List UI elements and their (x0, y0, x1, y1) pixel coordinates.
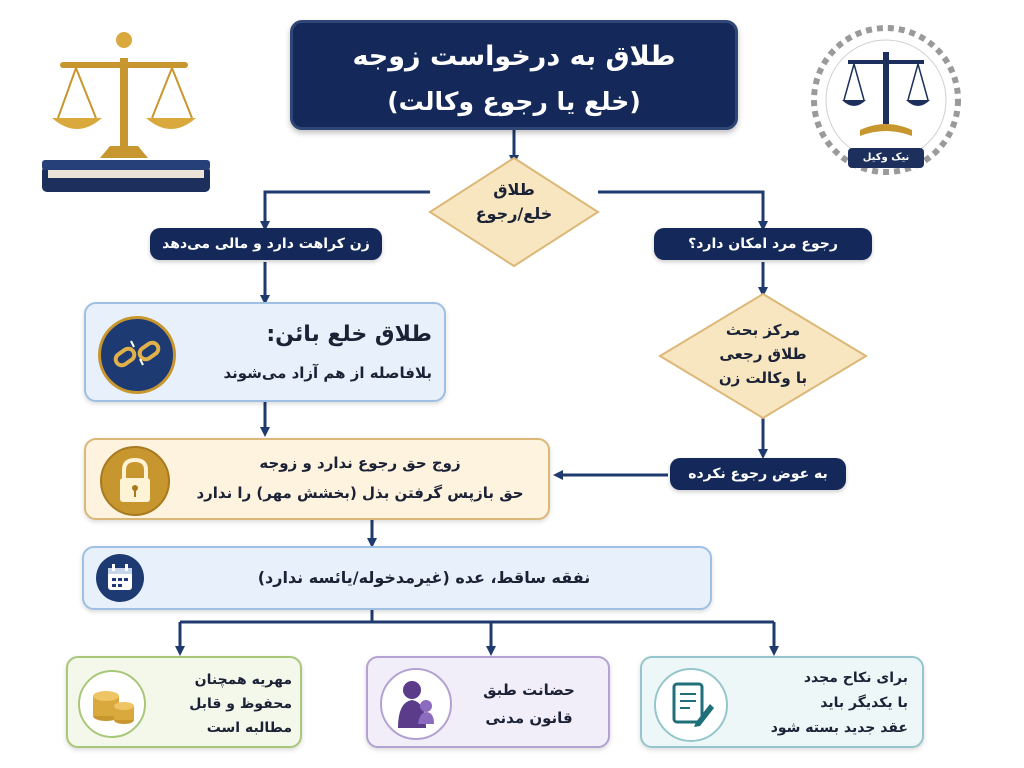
mother-child-icon (380, 668, 452, 740)
scales-of-justice-book-icon (30, 18, 220, 196)
page-title: طلاق به درخواست زوجه (352, 41, 676, 72)
calendar-icon (96, 554, 144, 602)
remarry-box (640, 656, 924, 748)
decision-right-line3: با وکالت زن (718, 369, 808, 387)
mahr-text (152, 668, 292, 740)
broken-chain-icon (98, 316, 176, 394)
khul-box (84, 302, 446, 402)
mahr-line2: محفوظ و قابل (189, 696, 292, 712)
page-title-box (290, 20, 738, 130)
arrow-to-right-branch (598, 192, 763, 226)
mahr-line1: مهریه همچنان (194, 672, 292, 688)
branch-right-pill: رجوع مرد امکان دارد؟ (654, 228, 872, 260)
remarry-line3: عقد جدید بسته شود (770, 720, 908, 736)
branch-left-pill: زن کراهت دارد و مالی می‌دهد (150, 228, 382, 260)
nafaqa-box (82, 546, 712, 610)
lock-icon (100, 446, 170, 516)
custody-box (366, 656, 610, 748)
decision-top-text (450, 178, 578, 226)
decision-right-line2: طلاق رجعی (719, 345, 807, 363)
remarry-line1: برای نکاح مجدد (803, 670, 908, 686)
exchange-pill: به عوض رجوع نکرده (670, 458, 846, 490)
coins-icon (78, 670, 146, 738)
custody-text (462, 676, 596, 732)
remarry-line2: با یکدیگر باید (820, 695, 908, 711)
logo-emblem (808, 22, 964, 182)
custody-line2: قانون مدنی (485, 709, 573, 727)
remarry-text (738, 666, 908, 741)
khul-subtitle: بلافاصله از هم آزاد می‌شوند (223, 364, 432, 382)
nafaqa-text: نفقه ساقط، عده (غیرمدخوله/یائسه ندارد) (257, 568, 591, 587)
page-subtitle: (خلع یا رجوع وکالت) (387, 87, 641, 116)
decision-top-line2: خلع/رجوع (475, 204, 553, 223)
mahr-line3: مطالبه است (206, 720, 292, 736)
logo-text: نیک وکیل (862, 152, 910, 163)
decision-top-line1: طلاق (493, 180, 535, 199)
lock-line2: حق بازپس گرفتن بذل (بخشش مهر) را ندارد (196, 484, 524, 502)
decision-right-line1: مرکز بحث (725, 321, 801, 339)
mahr-box (66, 656, 302, 748)
decision-right-text (700, 318, 826, 390)
lock-box (84, 438, 550, 520)
custody-line1: حضانت طبق (483, 681, 575, 699)
arrow-to-left-branch (265, 192, 430, 226)
khul-title: طلاق خلع بائن: (266, 322, 432, 347)
lock-line1: زوج حق رجوع ندارد و زوجه (259, 454, 461, 472)
document-pen-icon (654, 668, 728, 742)
